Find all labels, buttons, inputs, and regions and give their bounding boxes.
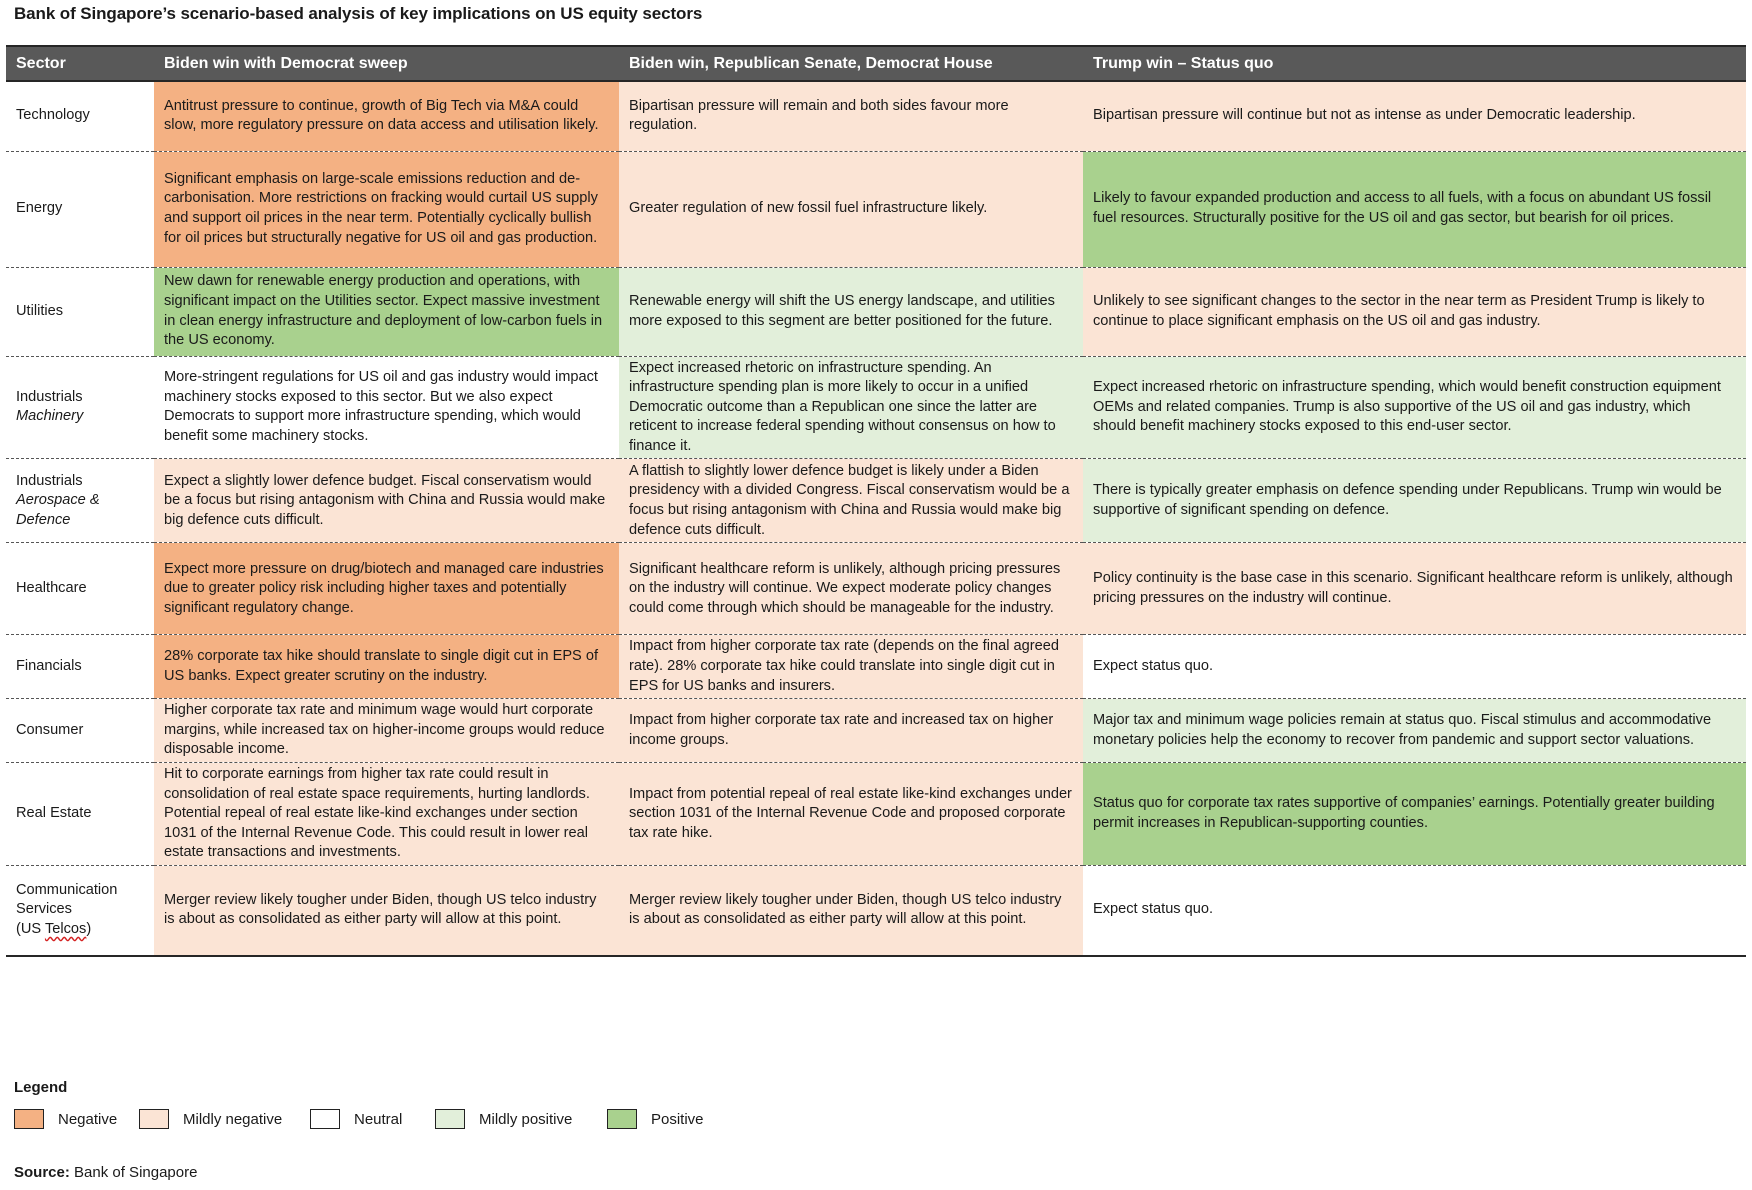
- table-row: [6, 543, 1746, 635]
- source-note: [14, 1164, 197, 1181]
- impact-cell-mildly-negative: Policy continuity is the base case in this scenario. Significant healthcare reform is unlikely, although pricing pressures on the industry will continue.: [1083, 543, 1746, 635]
- sector-name: Industrials: [16, 388, 83, 405]
- impact-cell-neutral: Expect status quo.: [1083, 635, 1746, 699]
- scenario-table: [6, 45, 1746, 957]
- impact-cell-positive: Status quo for corporate tax rates supportive of companies’ earnings. Potentially greater building permit increases in Republican-supporting counties.: [1083, 763, 1746, 866]
- impact-cell-mildly-negative: Impact from higher corporate tax rate (depends on the final agreed rate). 28% corporate tax hike could translate into single digit cut in EPS for US banks and insurers.: [619, 635, 1083, 699]
- sector-subname: Aerospace & Defence: [16, 492, 100, 528]
- sector-cell: [6, 543, 154, 635]
- table-row: [6, 699, 1746, 763]
- impact-cell-mildly-positive: Major tax and minimum wage policies remain at status quo. Fiscal stimulus and accommodative monetary policies help the economy to recover from pandemic and support sector valuations.: [1083, 699, 1746, 763]
- legend-label: Negative: [58, 1110, 118, 1128]
- impact-cell-mildly-negative: Higher corporate tax rate and minimum wage would hurt corporate margins, while increased tax on higher-income groups would reduce disposable income.: [154, 699, 619, 763]
- sector-cell: [6, 866, 154, 956]
- table-row: [6, 267, 1746, 356]
- legend-swatch: [14, 1109, 44, 1129]
- table-row: [6, 81, 1746, 151]
- impact-cell-mildly-negative: Bipartisan pressure will remain and both sides favour more regulation.: [619, 81, 1083, 151]
- legend-swatch: [607, 1109, 637, 1129]
- legend-label: Mildly negative: [183, 1110, 283, 1128]
- header-sector: Sector: [6, 46, 154, 81]
- source-text: Bank of Singapore: [69, 1164, 198, 1181]
- impact-cell-mildly-negative: Hit to corporate earnings from higher tax rate could result in consolidation of real estate space requirements, hurting landlords. Potential repeal of real estate like-kind exchanges under section 1031 of the Internal Revenue Code. This could result in lower real estate transactions and investments.: [154, 763, 619, 866]
- sector-cell: [6, 763, 154, 866]
- sector-name: Technology: [16, 107, 90, 124]
- impact-cell-mildly-negative: Significant healthcare reform is unlikely, although pricing pressures on the industry will continue. We expect moderate policy changes could come through which should be manageable for the industry.: [619, 543, 1083, 635]
- impact-cell-mildly-negative: Impact from potential repeal of real estate like-kind exchanges under section 1031 of the Internal Revenue Code and proposed corporate tax rate hike.: [619, 763, 1083, 866]
- legend-title: Legend: [14, 1079, 68, 1096]
- sector-extra-word: Telcos: [44, 921, 87, 938]
- sector-name: Communication Services: [16, 881, 118, 918]
- sector-cell: [6, 699, 154, 763]
- impact-cell-mildly-negative: Greater regulation of new fossil fuel infrastructure likely.: [619, 151, 1083, 267]
- source-label: Source:: [14, 1164, 70, 1181]
- sector-name: Consumer: [16, 721, 84, 738]
- legend-item: [607, 1107, 704, 1131]
- impact-cell-positive: New dawn for renewable energy production and operations, with significant impact on the Utilities sector. Expect massive investment in clean energy infrastructure and deployment of low-carbon fuels in the US economy.: [154, 267, 619, 356]
- legend-item: [435, 1107, 572, 1131]
- impact-cell-mildly-positive: There is typically greater emphasis on defence spending under Republicans. Trump win would be supportive of significant spending on defence.: [1083, 459, 1746, 543]
- legend: [14, 1107, 814, 1131]
- impact-cell-negative: Significant emphasis on large-scale emissions reduction and de-carbonisation. More restrictions on fracking would curtail US supply and support oil prices in the near term. Potentially cyclically bullish for oil prices but structurally negative for US oil and gas production.: [154, 151, 619, 267]
- header-biden-split: Biden win, Republican Senate, Democrat House: [619, 46, 1083, 81]
- sector-cell: [6, 635, 154, 699]
- table-row: [6, 459, 1746, 543]
- impact-cell-positive: Likely to favour expanded production and access to all fuels, with a focus on abundant US fossil fuel resources. Structurally positive for the US oil and gas sector, but bearish for oil prices.: [1083, 151, 1746, 267]
- table-row: [6, 151, 1746, 267]
- legend-label: Positive: [651, 1110, 704, 1128]
- header-biden-sweep: Biden win with Democrat sweep: [154, 46, 619, 81]
- legend-label: Mildly positive: [479, 1110, 573, 1128]
- sector-extra-prefix: (US: [16, 921, 45, 938]
- sector-name: Utilities: [16, 302, 64, 319]
- legend-item: [139, 1107, 282, 1131]
- sector-cell: [6, 81, 154, 151]
- sector-cell: [6, 356, 154, 459]
- impact-cell-mildly-negative: Impact from higher corporate tax rate and increased tax on higher income groups.: [619, 699, 1083, 763]
- impact-cell-mildly-negative: Merger review likely tougher under Biden, though US telco industry is about as consolidated as either party will allow at this point.: [154, 866, 619, 956]
- table-header-row: [6, 46, 1746, 81]
- legend-label: Neutral: [354, 1110, 403, 1128]
- table-row: [6, 635, 1746, 699]
- page-title: Bank of Singapore’s scenario-based analysis of key implications on US equity sectors: [14, 4, 703, 23]
- sector-name: Energy: [16, 200, 63, 217]
- table-row: [6, 356, 1746, 459]
- table-row: [6, 866, 1746, 956]
- impact-cell-negative: Antitrust pressure to continue, growth of Big Tech via M&A could slow, more regulatory pressure on data access and utilisation likely.: [154, 81, 619, 151]
- sector-cell: [6, 267, 154, 356]
- legend-swatch: [310, 1109, 340, 1129]
- impact-cell-mildly-negative: Unlikely to see significant changes to the sector in the near term as President Trump is likely to continue to place significant emphasis on the US oil and gas industry.: [1083, 267, 1746, 356]
- legend-item: [14, 1107, 117, 1131]
- sector-subname: Machinery: [16, 408, 84, 425]
- impact-cell-neutral: Expect status quo.: [1083, 866, 1746, 956]
- impact-cell-mildly-negative: Bipartisan pressure will continue but not as intense as under Democratic leadership.: [1083, 81, 1746, 151]
- legend-item: [310, 1107, 402, 1131]
- impact-cell-mildly-positive: Expect increased rhetoric on infrastructure spending. An infrastructure spending plan is more likely to occur in a unified Democratic outcome than a Republican one since the latter are reticent to increase federal spending without consensus on how to finance it.: [619, 356, 1083, 459]
- impact-cell-mildly-negative: Expect a slightly lower defence budget. Fiscal conservatism would be a focus but rising antagonism with China and Russia would make big defence cuts difficult.: [154, 459, 619, 543]
- impact-cell-mildly-negative: A flattish to slightly lower defence budget is likely under a Biden presidency with a divided Congress. Fiscal conservatism would be a focus but rising antagonism with China and Russia would make big defence cuts difficult.: [619, 459, 1083, 543]
- impact-cell-neutral: More-stringent regulations for US oil and gas industry would impact machinery stocks exposed to this sector. But we also expect Democrats to support more infrastructure spending, which would benefit some machinery stocks.: [154, 356, 619, 459]
- sector-cell: [6, 459, 154, 543]
- table-row: [6, 763, 1746, 866]
- sector-name: Real Estate: [16, 805, 92, 822]
- legend-swatch: [139, 1109, 169, 1129]
- header-trump: Trump win – Status quo: [1083, 46, 1746, 81]
- legend-swatch: [435, 1109, 465, 1129]
- impact-cell-negative: 28% corporate tax hike should translate to single digit cut in EPS of US banks. Expect greater scrutiny on the industry.: [154, 635, 619, 699]
- sector-name: Financials: [16, 658, 82, 675]
- sector-name: Healthcare: [16, 580, 87, 597]
- sector-extra-suffix: ): [86, 921, 92, 938]
- sector-extra: [16, 920, 144, 940]
- impact-cell-negative: Expect more pressure on drug/biotech and managed care industries due to greater policy risk including higher taxes and potentially significant regulatory change.: [154, 543, 619, 635]
- sector-cell: [6, 151, 154, 267]
- impact-cell-mildly-negative: Merger review likely tougher under Biden, though US telco industry is about as consolidated as either party will allow at this point.: [619, 866, 1083, 956]
- impact-cell-mildly-positive: Expect increased rhetoric on infrastructure spending, which would benefit construction equipment OEMs and related companies. Trump is also supportive of the US oil and gas industry, which should benefit machinery stocks exposed to this end-user sector.: [1083, 356, 1746, 459]
- impact-cell-mildly-positive: Renewable energy will shift the US energy landscape, and utilities more exposed to this segment are better positioned for the future.: [619, 267, 1083, 356]
- sector-name: Industrials: [16, 472, 83, 489]
